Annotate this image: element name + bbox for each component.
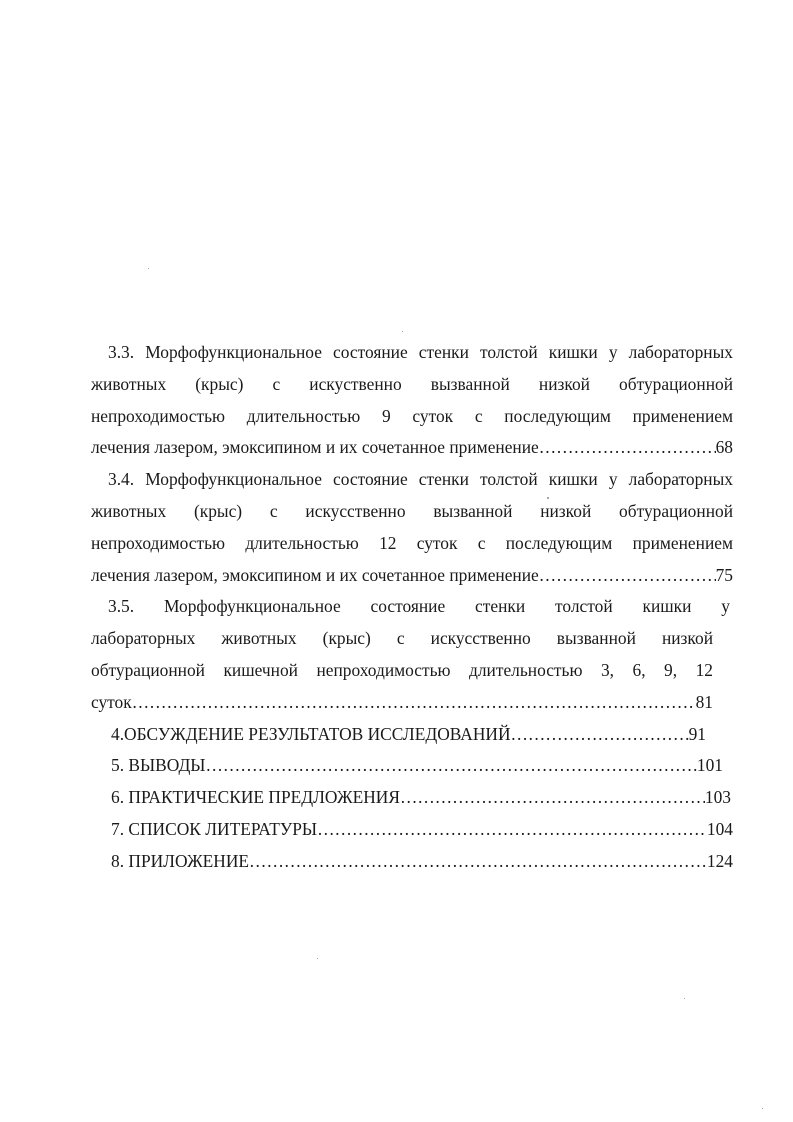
toc-entry-line: животных (крыс) с искуственно вызванной низкой обтурационной [91,373,733,394]
toc-entry-text: 7. СПИСОК ЛИТЕРАТУРЫ [111,818,318,839]
toc-entry-text: 5. ВЫВОДЫ [111,755,206,776]
toc-page-number: 68 [715,437,733,458]
toc-entry-last-line [91,846,733,878]
toc-entry-8 [91,846,733,878]
dot-leader [511,719,689,751]
toc-entry-text: суток [91,691,132,712]
toc-entry-last-line [91,782,731,814]
toc-page-number: 124 [706,850,733,871]
toc-entry-line: обтурационной кишечной непроходимостью длительностью 3, 6, 9, 12 [91,659,713,680]
toc-entry-text: лечения лазером, эмоксипином и их сочетанное применение [91,437,539,458]
toc-entry-line: непроходимостью длительностью 9 суток с последующим применением [91,405,733,426]
toc-entry-line: 3.5. Морфофункциональное состояние стенки толстой кишки у [108,596,730,617]
toc-page-number: 103 [704,787,731,808]
toc-entry-last-line [91,687,713,719]
toc-page-number: 75 [715,564,733,585]
dot-leader [539,432,716,464]
toc-entry-line: 3.4. Морфофункциональное состояние стенки толстой кишки у лабораторных [108,469,733,490]
table-of-contents [91,337,733,878]
toc-entry-3-3 [91,337,733,464]
toc-entry-last-line [91,432,733,464]
toc-page-number: 101 [696,755,723,776]
dot-leader [400,782,705,814]
toc-page-number: 104 [706,818,733,839]
toc-entry-line: непроходимостью длительностью 12 суток с последующим применением [91,532,733,553]
scan-speck [547,497,549,499]
scan-speck [684,998,685,999]
toc-entry-text: 8. ПРИЛОЖЕНИЕ [111,850,250,871]
toc-entry-7 [91,814,733,846]
toc-entry-4 [91,719,706,751]
toc-entry-last-line [91,814,733,846]
toc-entry-text: 6. ПРАКТИЧЕСКИЕ ПРЕДЛОЖЕНИЯ [111,787,400,808]
toc-entry-3-5 [91,591,733,718]
dot-leader [539,560,716,592]
toc-entry-5 [91,750,723,782]
scan-speck [317,958,318,959]
dot-leader [249,846,707,878]
toc-entry-3-4 [91,464,733,591]
scan-speck [148,268,149,269]
scan-speck [402,331,403,332]
toc-entry-text: 4.ОБСУЖДЕНИЕ РЕЗУЛЬТАТОВ ИССЛЕДОВАНИЙ [111,723,511,744]
toc-entry-last-line [91,560,733,592]
dot-leader [205,750,696,782]
toc-entry-last-line [91,750,723,782]
toc-entry-line: животных (крыс) с искусственно вызванной низкой обтурационной [91,500,733,521]
dot-leader [317,814,707,846]
toc-page-number: 91 [688,723,706,744]
toc-entry-line: 3.3. Морфофункциональное состояние стенки толстой кишки у лабораторных [108,342,733,362]
dot-leader [132,687,696,719]
toc-entry-text: лечения лазером, эмоксипином и их сочетанное применение [91,564,539,585]
toc-entry-last-line [91,719,706,751]
toc-entry-6 [91,782,731,814]
toc-page-number: 81 [695,691,713,712]
toc-entry-line: лабораторных животных (крыс) с искусственно вызванной низкой [91,628,713,649]
scan-speck [762,1108,763,1109]
